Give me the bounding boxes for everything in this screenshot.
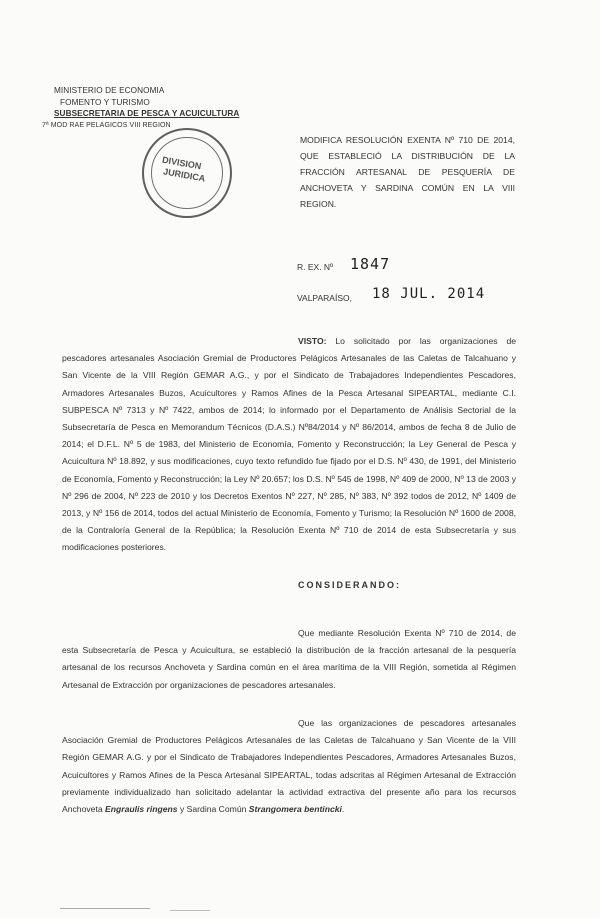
ministry-header: [42, 85, 239, 131]
visto-paragraph: [62, 333, 516, 557]
resolution-date: 18 JUL. 2014: [372, 286, 486, 302]
stamp-text-line1: DIVISION: [161, 154, 203, 172]
resolution-label: R. EX. Nº: [297, 262, 334, 272]
document-code: 7ª MOD RAE PELAGICOS VIII REGION: [42, 121, 171, 129]
stamp-text-line2: JURIDICA: [162, 166, 207, 184]
resolution-number: 1847: [350, 255, 391, 273]
considerando-heading: CONSIDERANDO:: [298, 580, 402, 590]
scan-mark-2: [170, 910, 210, 911]
ministry-name: MINISTERIO DE ECONOMIA: [54, 86, 165, 95]
division-juridica-stamp: [142, 128, 232, 218]
considerando-p2-end: .: [341, 804, 345, 815]
considerando-paragraph-1: Que mediante Resolución Exenta Nº 710 de 2014, de esta Subsecretaría de Pesca y Acuicultura, se estableció la distribución de la fracción artesanal de la pesquería artesanal de los recursos Anchoveta y Sardina común en el área marítima de la VIII Región, sometida al Régimen Artesanal de Extracción por organizaciones de pescadores artesanales.: [62, 628, 516, 690]
considerando-p2-mid: y Sardina Común: [177, 804, 249, 815]
species-sardina: Strangomera bentincki: [248, 804, 342, 815]
subsecretaria-name: SUBSECRETARIA DE PESCA Y ACUICULTURA: [54, 109, 240, 118]
considerando-p2-text: Que las organizaciones de pescadores artesanales Asociación Gremial de Productores Pelágicos Artesanales de las Caletas de Talcahuano y San Vicente de la VIII Región GEMAR A.G. y por el Sindicato de Trabajadores Independientes Pescadores, Armadores Artesanales Buzos, Acuicultores y Ramos Afines de la Pesca Artesanal SIPEARTAL, todas adscritas al Régimen Artesanal de Extracción previamente individualizado han solicitado adelantar la actividad extractiva del presente año para los recursos Anchoveta: [62, 718, 516, 815]
resolution-place: VALPARAÍSO,: [297, 293, 352, 303]
resolution-subject: MODIFICA RESOLUCIÓN EXENTA Nº 710 DE 2014, QUE ESTABLECIÓ LA DISTRIBUCIÓN DE LA FRACCIÓN ARTESANAL DE PESQUERÍA DE ANCHOVETA Y SARDINA COMÚN EN LA VIII REGION.: [300, 135, 515, 209]
considerando-paragraph-2: [62, 715, 516, 818]
ministry-subname: FOMENTO Y TURISMO: [60, 97, 150, 107]
visto-text: Lo solicitado por las organizaciones de pescadores artesanales Asociación Gremial de Productores Pelágicos Artesanales de las Caletas de Talcahuano y San Vicente de la VIII Región GEMAR A.G., y por el Sindicato de Trabajadores Independientes Pescadores, Armadores Artesanales Buzos, Acuicultores y Ramos Afines de la Pesca Artesanal SIPEARTAL, mediante C.I. SUBPESCA Nº 7313 y Nº 7422, ambos de 2014; lo informado por el Departamento de Análisis Sectorial de la Subsecretaría de Pesca en Memorandum Técnicos (D.A.S.) Nº84/2014 y Nº 86/2014, ambos de fecha 8 de Julio de 2014; el D.F.L. Nº 5 de 1983, del Ministerio de Economía, Fomento y Reconstrucción; la Ley General de Pesca y Acuicultura Nº 18.892, y sus modificaciones, cuyo texto refundido fue fijado por el D.S. Nº 430, de 1991, del Ministerio de Economía, Fomento y Reconstrucción; la Ley Nº 20.657; los D.S. Nº 545 de 1998, Nº 409 de 2000, Nº 13 de 2003 y Nº 296 de 2004, Nº 223 de 2010 y los Decretos Exentos Nº 227, Nº 285, Nº 383, Nº 392 todos de 2012, Nº 1409 de 2013, y Nº 156 de 2014, todos del actual Ministerio de Economía, Fomento y Turismo; la Resolución Nº 1600 de 2008, de la Contraloría General de la República; la Resolución Exenta Nº 710 de 2014 de esta Subsecretaría y sus modificaciones posteriores.: [62, 336, 516, 553]
scan-mark: [60, 908, 150, 909]
species-anchoveta: Engraulis ringens: [105, 804, 178, 815]
visto-lead: VISTO:: [298, 336, 327, 346]
